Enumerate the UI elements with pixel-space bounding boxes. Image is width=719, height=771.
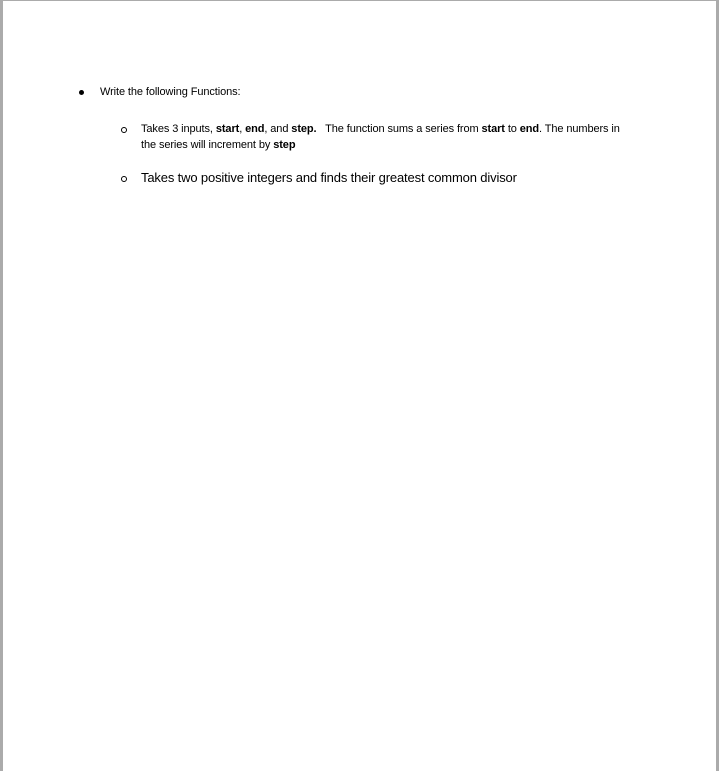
bullet-label: Write the following Functions: bbox=[100, 86, 241, 98]
bullet-icon bbox=[79, 90, 84, 95]
sub-item-1-text: , bbox=[239, 123, 246, 135]
sub-item-1-line-1 bbox=[141, 123, 620, 135]
keyword-end: end bbox=[245, 123, 265, 135]
document-page bbox=[3, 1, 716, 771]
keyword-step: step bbox=[273, 139, 296, 151]
sub-item-2 bbox=[141, 170, 517, 185]
bullet-text bbox=[100, 86, 240, 98]
keyword-start: start bbox=[215, 123, 240, 135]
sub-item-1-text: the series will increment by bbox=[141, 139, 274, 151]
sub-item-2-text: Takes two positive integers and finds their greatest common divisor bbox=[141, 170, 517, 185]
sub-bullet-icon bbox=[121, 127, 127, 133]
sub-item-1-text: Takes 3 inputs, bbox=[141, 123, 216, 135]
keyword-end: end bbox=[519, 123, 540, 135]
sub-item-1-line-2 bbox=[141, 139, 295, 151]
sub-item-1-text: . The numbers in bbox=[539, 123, 620, 135]
sub-item-1-text: The function sums a series from bbox=[316, 123, 482, 135]
sub-item-1-text: to bbox=[504, 123, 520, 135]
keyword-start: start bbox=[481, 123, 505, 135]
sub-item-1-text: , and bbox=[264, 123, 292, 135]
sub-bullet-icon bbox=[121, 176, 127, 182]
keyword-step: step. bbox=[291, 123, 317, 135]
